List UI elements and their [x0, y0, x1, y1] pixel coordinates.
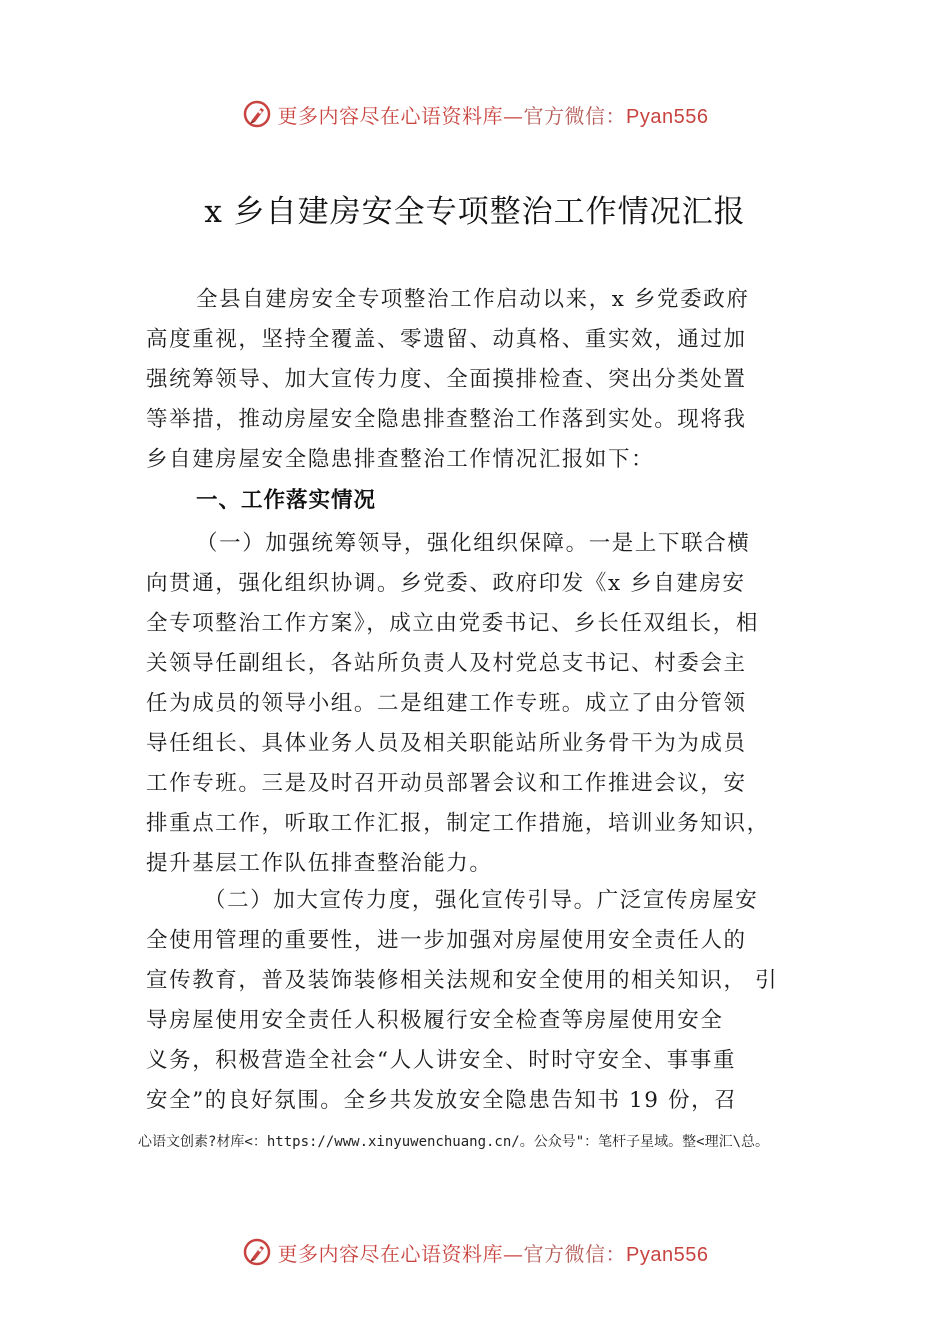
- intro-line: 等举措，推动房屋安全隐患排查整治工作落到实处。现将我: [146, 407, 747, 432]
- subsection-1-line: 向贯通，强化组织协调。乡党委、政府印发《x 乡自建房安: [146, 571, 746, 596]
- banner-main-text: 更多内容尽在心语资料库: [277, 103, 504, 128]
- subsection-1-line: 工作专班。三是及时召开动员部署会议和工作推进会议，安: [146, 771, 747, 796]
- banner-wechat-id: Pyan556: [626, 105, 709, 128]
- pen-nib-logo-icon: [242, 1237, 272, 1267]
- subsection-1-line: 提升基层工作队伍排查整治能力。: [146, 851, 493, 876]
- subsection-1-line: （一）加强统筹领导，强化组织保障。一是上下联合横: [196, 531, 751, 556]
- subsection-1-paragraph: [146, 524, 811, 884]
- intro-paragraph: [146, 280, 811, 480]
- banner-wechat-label: 官方微信：: [523, 1241, 627, 1266]
- subsection-2-line: 导房屋使用安全责任人积极履行安全检查等房屋使用安全: [146, 1008, 724, 1033]
- subsection-2-line: 安全”的良好氛围。全乡共发放安全隐患告知书 19 份，召: [146, 1088, 738, 1113]
- intro-line: 强统筹领导、加大宣传力度、全面摸排检查、突出分类处置: [146, 367, 747, 392]
- intro-line: 高度重视，坚持全覆盖、零遗留、动真格、重实效，通过加: [146, 327, 747, 352]
- subsection-2-line: 全使用管理的重要性，进一步加强对房屋使用安全责任人的: [146, 928, 747, 953]
- subsection-2-line: 义务，积极营造全社会“人人讲安全、时时守安全、事事重: [146, 1048, 737, 1073]
- page-title: x 乡自建房安全专项整治工作情况汇报: [204, 194, 746, 230]
- header-banner-text: [278, 100, 709, 129]
- footer-banner-text: [278, 1238, 709, 1267]
- header-banner[interactable]: [0, 94, 950, 134]
- subsection-1-line: 任为成员的领导小组。二是组建工作专班。成立了由分管领: [146, 691, 747, 716]
- intro-line: 全县自建房安全专项整治工作启动以来，x 乡党委政府: [196, 287, 750, 312]
- section-heading: 一、工作落实情况: [196, 488, 377, 513]
- subsection-1-line: 全专项整治工作方案》，成立由党委书记、乡长任双组长，相: [146, 611, 759, 636]
- banner-dash: —: [503, 1241, 524, 1266]
- banner-dash: —: [503, 103, 524, 128]
- banner-wechat-label: 官方微信：: [523, 103, 627, 128]
- pen-nib-logo-icon: [242, 99, 272, 129]
- banner-main-text: 更多内容尽在心语资料库: [277, 1241, 504, 1266]
- intro-line: 乡自建房屋安全隐患排查整治工作情况汇报如下：: [146, 447, 655, 472]
- subsection-1-line: 排重点工作，听取工作汇报，制定工作措施，培训业务知识，: [146, 811, 770, 836]
- source-footnote: 心语文创素?材库<：https://www.xinyuwenchuang.cn/。公众号"：笔杆子星域。整<理汇\总。: [138, 1134, 770, 1150]
- subsection-2-line: 宣传教育，普及装饰装修相关法规和安全使用的相关知识， 引: [146, 968, 779, 993]
- banner-wechat-id: Pyan556: [626, 1243, 709, 1266]
- subsection-1-line: 关领导任副组长，各站所负责人及村党总支书记、村委会主: [146, 651, 747, 676]
- subsection-1-line: 导任组长、具体业务人员及相关职能站所业务骨干为为成员: [146, 731, 747, 756]
- subsection-2-line: （二）加大宣传力度，强化宣传引导。广泛宣传房屋安: [204, 888, 759, 913]
- footer-banner[interactable]: [0, 1232, 950, 1272]
- subsection-2-paragraph: [146, 881, 811, 1121]
